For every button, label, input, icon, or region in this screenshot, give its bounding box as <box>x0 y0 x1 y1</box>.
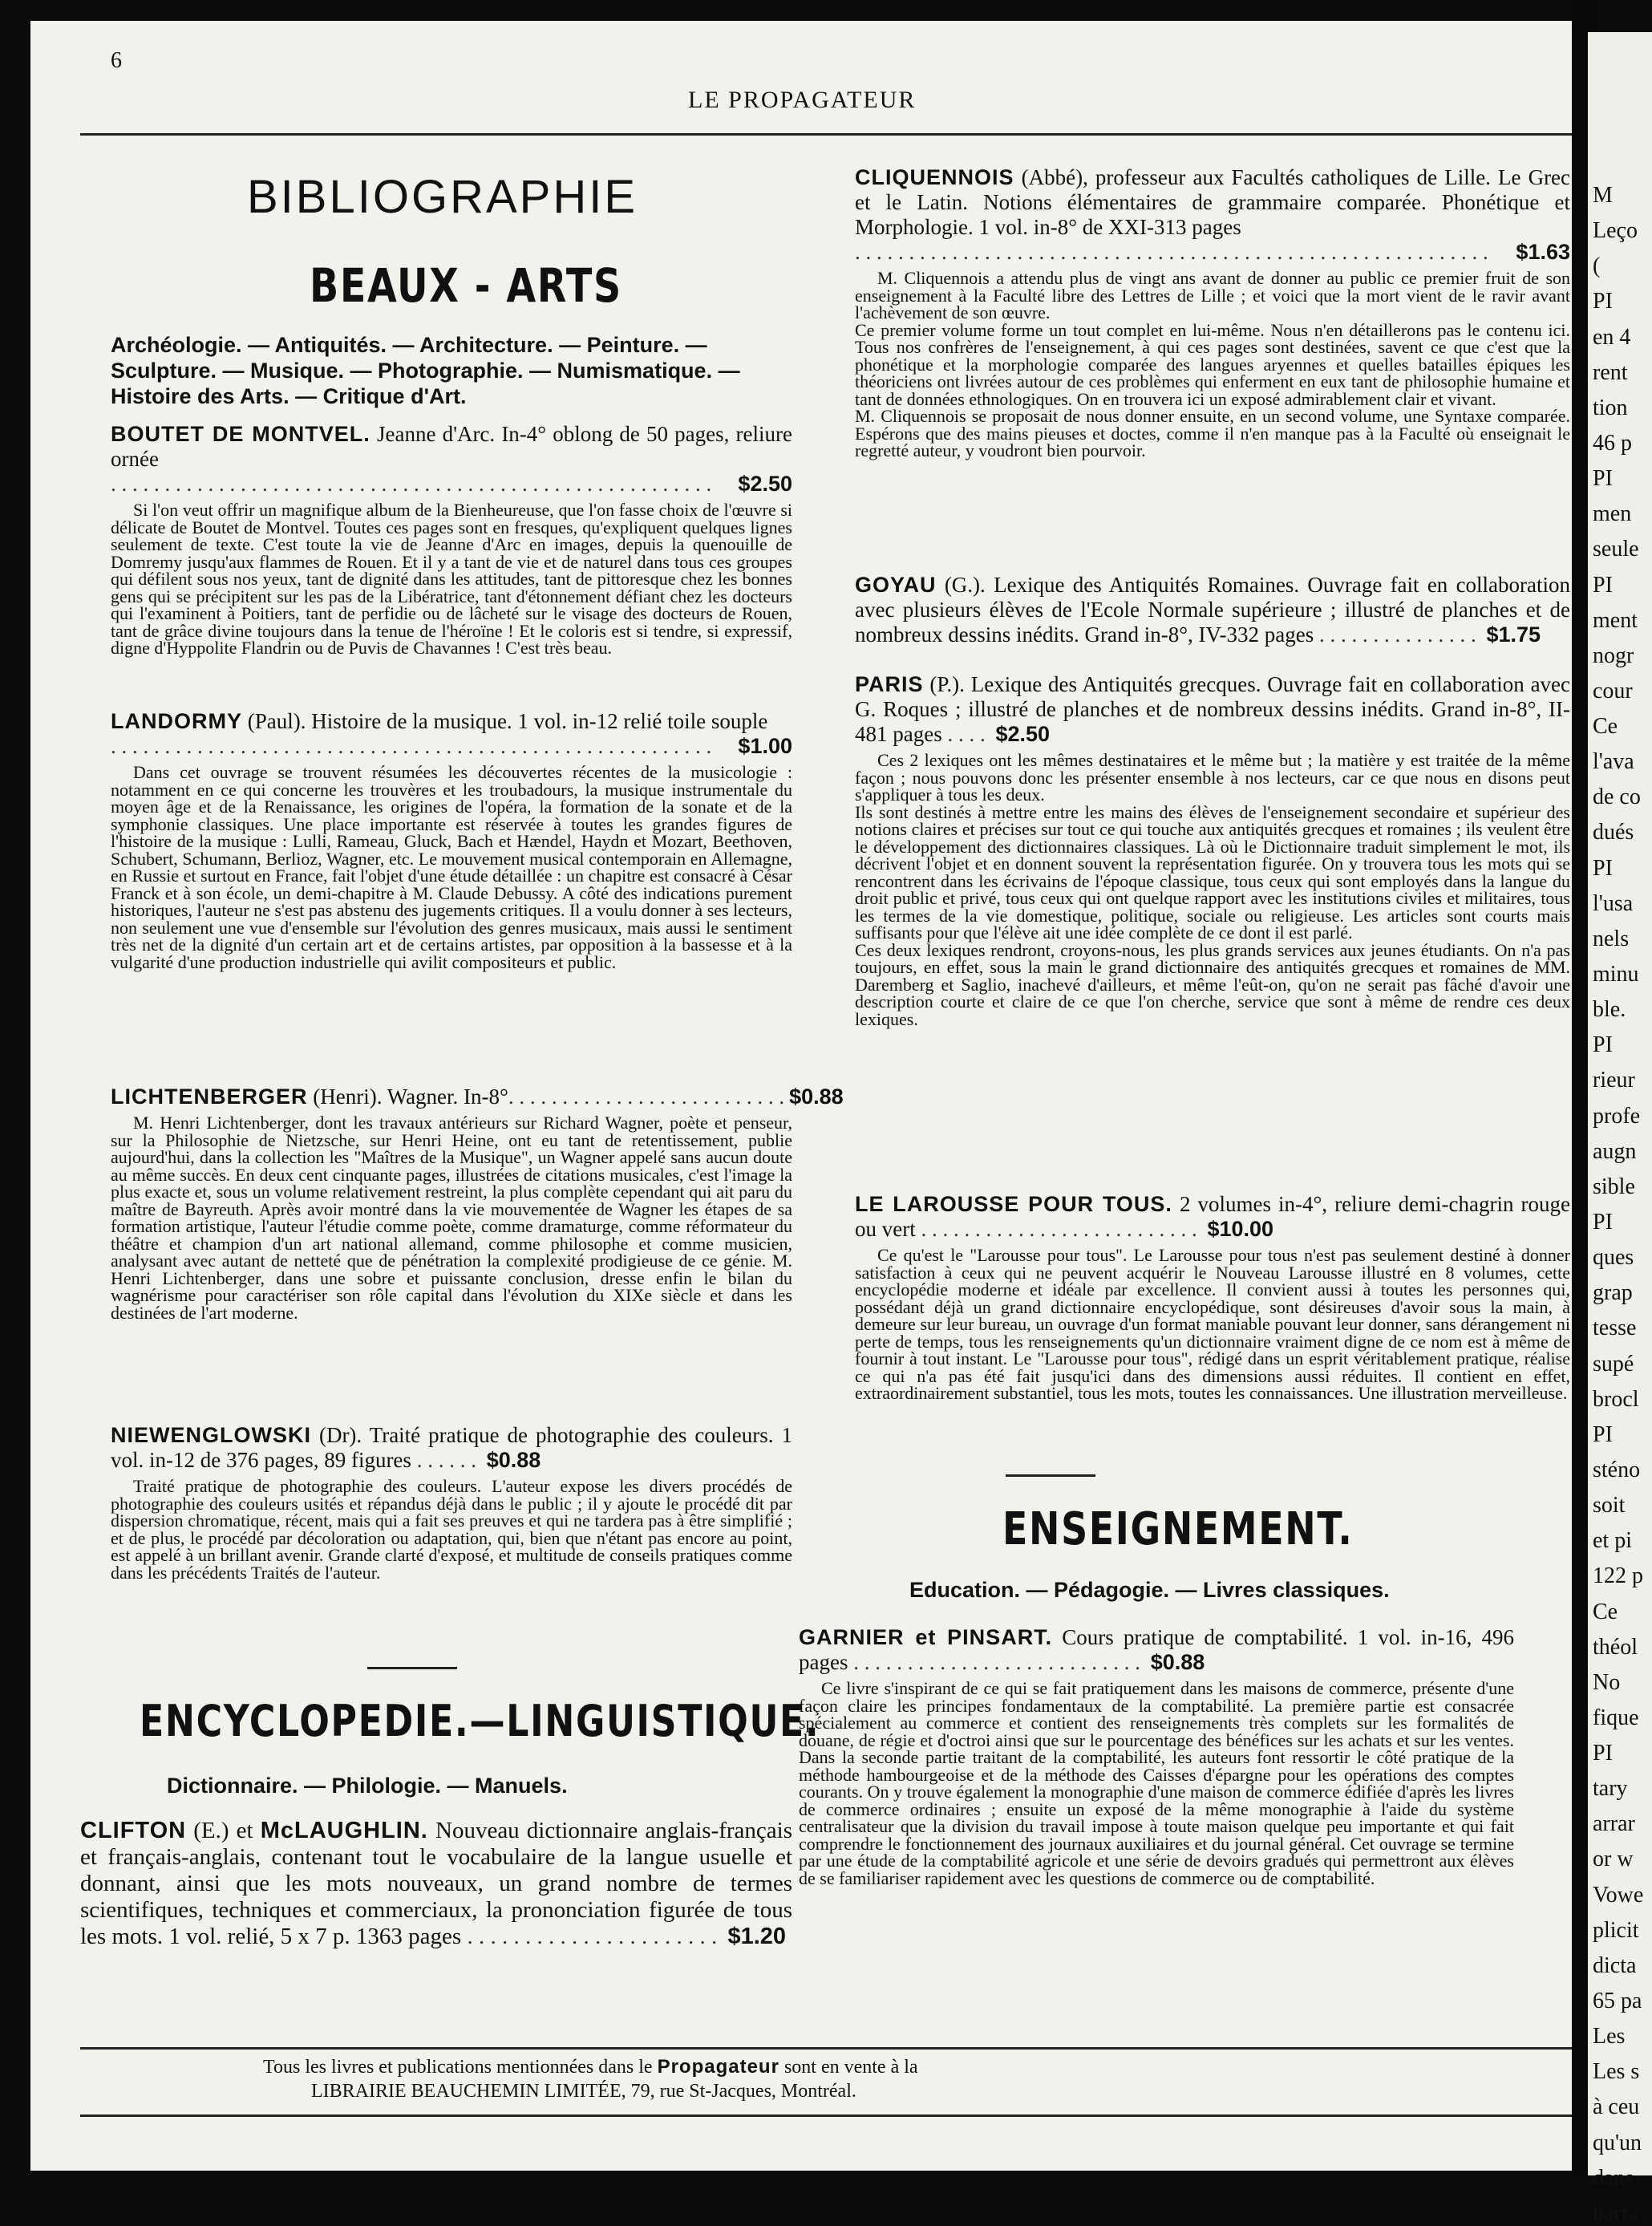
next-page-fragment-text: l'usa <box>1593 891 1634 916</box>
entry-author: NIEWENGLOWSKI <box>111 1423 311 1447</box>
next-page-fragment-text: sténo <box>1593 1458 1641 1482</box>
entry-author: BOUTET DE MONTVEL. <box>111 422 370 446</box>
next-page-fragment-text: Les s <box>1593 2059 1640 2084</box>
footer-bottom-rule <box>80 2114 1572 2117</box>
next-page-fragment-text: de co <box>1593 785 1641 809</box>
next-page-fragment-text: minu <box>1593 962 1639 987</box>
entry-review: Dans cet ouvrage se trouvent résumées les découvertes récentes de la musicologie : notamment en ce qui concerne les trouvères et les troubadours, la musique instrumentale du moyen âge et de la Renaissance, les origines de l'opéra, la formation de la sonate et de la symphonie classiques. Une place importante est réservée à toutes les grandes figures de l'histoire de la musique : Lulli, Rameau, Gluck, Bach et Hændel, Haydn et Mozart, Beethoven, Schubert, Schumann, Berlioz, Wagner, etc. Le mouvement musical contemporain en Allemagne, en Russie et surtout en France, fait l'objet d'une étude détaillée : un chapitre est consacré à César Franck et à son école, un demi-chapitre à M. Claude Debussy. A côté des indications purement historiques, l'auteur ne s'est pas abstenu des jugements critiques. Il a voulu donner à ses lecteurs, non seulement une vue d'ensemble sur l'évolution des genres musicaux, mais aussi le sentiment très net de la dignité d'un certain art et de certains artistes, par opposition à la bassesse et à la vulgarité d'une production industrielle qui avilit compositeurs et public. <box>111 762 792 972</box>
next-page-fragment-text: soit <box>1593 1493 1626 1518</box>
footer-line-2: LIBRAIRIE BEAUCHEMIN LIMITÉE, 79, rue St-Jacques, Montréal. <box>311 2081 856 2102</box>
entry-author-suffix: (P.). <box>929 672 965 696</box>
entry-author: GARNIER et PINSART. <box>799 1625 1053 1649</box>
entry-price: $0.88 <box>1150 1650 1205 1674</box>
next-page-fragment-text: PI <box>1593 1032 1613 1057</box>
next-page-fragment-text: PI <box>1593 856 1613 881</box>
next-page-fragment-text: Vowe <box>1593 1883 1644 1908</box>
next-page-fragment-text: PI <box>1593 573 1613 598</box>
entry-review: Traité pratique de photographie des couleurs. L'auteur expose les divers procédés de photographie des couleurs usités et répandus déjà dans le public ; il y ajoute le procédé dit par dispersion chromatique, récent, mais qui a fait ses preuves et qui ne tardera pas à être simplifié ; et de plus, le procédé par décoloration ou adaptation, qui, bien que n'étant pas encore au point, est appelé à un brillant avenir. Grande clarté d'exposé, et multitude de conseils pratiques comme dans les précédents Traités de l'auteur. <box>111 1476 792 1583</box>
next-page-fragment-text: PI <box>1593 1210 1613 1235</box>
next-page-fragment-text: or w <box>1593 1847 1634 1871</box>
next-page-fragment-text: tion <box>1593 395 1628 420</box>
book-entry: NIEWENGLOWSKI (Dr). Traité pratique de photographie des couleurs. 1 vol. in-12 de 376 pages, 89 figures . . . . . . $0.88 Traité pratique de photographie des couleurs. L'auteur expose les divers procédés de photographie des couleurs usités et répandus déjà dans le public ; il y ajoute le procédé dit par dispersion chromatique, récent, mais qui a fait ses preuves et qui ne tardera pas à être simplifié ; et de plus, le procédé par décoloration ou adaptation, qui, bien que n'étant pas encore au point, est appelé à un brillant avenir. Grande clarté d'exposé, et multitude de conseils pratiques comme dans les précédents Traités de l'auteur. <box>111 1423 792 1583</box>
next-page-fragment-text: profe <box>1593 1104 1641 1129</box>
entry-title: Histoire de la musique. 1 vol. in-12 relié toile souple <box>311 709 768 733</box>
next-page-fragment-text: nogr <box>1593 643 1634 668</box>
entry-title: Cours pratique de comptabilité. 1 vol. in-16, 496 pages <box>799 1625 1514 1674</box>
running-title: LE PROPAGATEUR <box>688 87 917 113</box>
entry-author-suffix: (G.). <box>944 573 986 597</box>
section-separator <box>367 1667 457 1669</box>
next-page-fragment-text: men <box>1593 501 1632 526</box>
book-entry: LE LAROUSSE POUR TOUS. 2 volumes in-4°, reliure demi-chagrin rouge ou vert . . . . . . . . . . . . . . . . . . . . . . . . . . $10.00 Ce qu'est le "Larousse pour tous". Le Larousse pour tous n'est pas seulement destiné à donner satisfaction à ceux qui ne peuvent acquérir le Nouveau Larousse illustré en 8 volumes, cette encyclopédie moderne et idéale par excellence. Il convient aussi à toutes les personnes qui, possédant déjà un grand dictionnaire encyclopédique, sont désireuses d'avoir sous la main, à demeure sur leur bureau, un ouvrage d'un format maniable pouvant leur donner, sans dérangement ni perte de temps, tous les renseignements qu'un dictionnaire vraiment digne de ce nom est à même de fournir à tout instant. Le "Larousse pour tous", rédigé dans un esprit véritablement pratique, réalise ce qui n'a pas été fait jusqu'ici dans des dimensions aussi réduites. Il contient en effet, extraordinairement substantiel, tous les mots, toutes les connaissances. Une illustration merveilleuse. <box>855 1192 1571 1403</box>
entry-author: PARIS <box>855 672 924 696</box>
section-separator <box>1006 1474 1095 1477</box>
next-page-fragment-text: cour <box>1593 679 1633 703</box>
book-entry: LANDORMY (Paul). Histoire de la musique. 1 vol. in-12 relié toile souple . . . . . . . . . . . . . . . . . . . . . . . . . . . . . . . . . . . . . . . . . . . . . . . . . . . . . . . . $1.00 Dans cet ouvrage se trouvent résumées les découvertes récentes de la musicologie : notamment en ce qui concerne les trouvères et les troubadours, la musique instrumentale du moyen âge et de la Renaissance, les origines de l'opéra, la formation de la sonate et de la symphonie classiques. Une place importante est réservée à toutes les grandes figures de l'histoire de la musique : Lulli, Rameau, Gluck, Bach et Hændel, Haydn et Mozart, Beethoven, Schubert, Schumann, Berlioz, Wagner, etc. Le mouvement musical contemporain en Allemagne, en Russie et surtout en France, fait l'objet d'une étude détaillée : un chapitre est consacré à César Franck et à son école, un demi-chapitre à M. Claude Debussy. A côté des indications purement historiques, l'auteur ne s'est pas abstenu des jugements critiques. Il a voulu donner à ses lecteurs, non seulement une vue d'ensemble sur l'évolution des genres musicaux, mais aussi le sentiment très net de la dignité d'un certain art et de certains artistes, par opposition à la bassesse et à la vulgarité d'une production industrielle qui avilit compositeurs et public. <box>111 709 792 972</box>
next-page-fragment-text: nels <box>1593 926 1630 951</box>
encyclopedie-subtitle: Dictionnaire. — Philologie. — Manuels. <box>167 1774 568 1798</box>
next-page-fragment-text: seule <box>1593 537 1639 562</box>
entry-title: Jeanne d'Arc. In-4° oblong de 50 pages, reliure ornée <box>111 422 793 471</box>
next-page-fragment-text: en 4 <box>1593 325 1631 350</box>
next-page-fragment-text: Les <box>1593 2024 1626 2049</box>
entry-author: CLIFTON <box>80 1818 187 1843</box>
next-page-fragment-text: tary <box>1593 1776 1628 1801</box>
next-page-fragment-text: tesse <box>1593 1316 1637 1340</box>
entry-author-suffix: (E.) et <box>193 1818 253 1843</box>
next-page-fragment-text: No <box>1593 1670 1621 1695</box>
entry-title: Traité pratique de photographie des couleurs. 1 vol. in-12 de 376 pages, 89 figures <box>111 1423 792 1472</box>
next-page-fragment-text: et pi <box>1593 1528 1632 1553</box>
next-page-fragment-text: dans <box>1593 2166 1634 2191</box>
entry-author-suffix: (Abbé), <box>1021 165 1088 189</box>
footer-top-rule <box>80 2047 1572 2050</box>
entry-title: Lexique des Antiquités grecques. Ouvrage fait en collaboration avec G. Roques ; illustré de planches et de nombreux dessins inédits. Grand in-8°, II-481 pages <box>855 672 1571 746</box>
entry-title: Lexique des Antiquités Romaines. Ouvrage fait en collaboration avec plusieurs élèves de l'Ecole Normale supérieure ; illustré de planches et de nombreux dessins inédits. Grand in-8°, IV-332 pages <box>855 573 1571 647</box>
next-page-fragment-text: théol <box>1593 1635 1638 1660</box>
entry-title: 2 volumes in-4°, reliure demi-chagrin rouge ou vert <box>855 1192 1571 1241</box>
next-page-fragment-text: PI <box>1593 289 1613 314</box>
main-title: BIBLIOGRAPHIE <box>247 171 638 223</box>
entry-price: $0.88 <box>789 1085 844 1109</box>
next-page-fragment-text: rieur <box>1593 1068 1635 1093</box>
next-page-fragment-text: dués <box>1593 820 1634 845</box>
entry-review: Ce qu'est le "Larousse pour tous". Le Larousse pour tous n'est pas seulement destiné à donner satisfaction à ceux qui ne peuvent acquérir le Nouveau Larousse illustré en 8 volumes, cette encyclopédie moderne et idéale par excellence. Il convient aussi à toutes les personnes qui, possédant déjà un grand dictionnaire encyclopédique, sont désireuses d'avoir sous la main, à demeure sur leur bureau, un ouvrage d'un format maniable pouvant leur donner, sans dérangement ni perte de temps, tous les renseignements qu'un dictionnaire vraiment digne de ce nom est à même de fournir à tout instant. Le "Larousse pour tous", rédigé dans un esprit véritablement pratique, réalise ce qui n'a pas été fait jusqu'ici dans des dimensions aussi réduites. Il contient en effet, extraordinairement substantiel, tous les mots, toutes les connaissances. Une illustration merveilleuse. <box>855 1245 1570 1403</box>
book-entry: GOYAU (G.). Lexique des Antiquités Romaines. Ouvrage fait en collaboration avec plusieurs élèves de l'Ecole Normale supérieure ; illustré de planches et de nombreux dessins inédits. Grand in-8°, IV-332 pages . . . . . . . . . . . . . . . $1.75 <box>855 573 1571 647</box>
next-page-fragment-text: ment <box>1593 608 1638 633</box>
next-page-fragment-text: PI <box>1593 1422 1613 1447</box>
entry-review: M. Henri Lichtenberger, dont les travaux antérieurs sur Richard Wagner, poète et penseur, sur la Philosophie de Nietzsche, sur Henri Heine, ont eu tant de retentissement, publie aujourd'hui, dans la collection les "Maîtres de la Musique", un Wagner appelé sans aucun doute au même succès. En deux cent cinquante pages, illustrées de citations musicales, c'est l'image la plus exacte et, sous un volume relativement restreint, la plus complète cependant qui ait paru du maître de Bayreuth. Après avoir montré dans la vie mouvementée de Wagner les étapes de sa formation artistique, l'auteur l'étudie comme poète, comme dramaturge, comme réformateur du théâtre et champion d'un art national allemand, comme philosophe et comme musicien, analysant avec autant de netteté que de pénétration la complexité prodigieuse de ce génie. M. Henri Lichtenberger, dans une sobre et puissante conclusion, dresse enfin le bilan du wagnérisme pour caractériser son rôle capital dans l'évolution du XIXe siècle et dans les destinées de l'art moderne. <box>111 1113 792 1323</box>
next-page-fragment-text: dicta <box>1593 1953 1637 1978</box>
beaux-arts-title: BEAUX - ARTS <box>310 258 622 313</box>
page-number: 6 <box>111 48 122 73</box>
next-page-fragment-text: arrar <box>1593 1811 1635 1836</box>
entry-title: Nouveau dictionnaire anglais-français et français-anglais, contenant tout le vocabulaire de la langue usuelle et donnant, ainsi que les mots nouveaux, un grand nombre de termes scientifiques, techniques et commerciaux, la prononciation figurée de tous les mots. 1 vol. relié, 5 x 7 p. 1363 pages <box>80 1818 792 1949</box>
entry-price: $2.50 <box>995 722 1051 746</box>
entry-author-suffix: (Dr). <box>318 1423 362 1447</box>
entry-price: $1.75 <box>1486 622 1541 647</box>
book-entry: GARNIER et PINSART. Cours pratique de comptabilité. 1 vol. in-16, 496 pages . . . . . . . . . . . . . . . . . . . . . . . . . . . $0.88 Ce livre s'inspirant de ce qui se fait pratiquement dans les maisons de commerce, présente d'une façon claire les principes fondamentaux de la comptabilité. La première partie est consacrée spécialement au commerce et contient des renseignements très complets sur les formalités de douane, de régie et d'octroi ainsi que sur le pourcentage des bénéfices sur les achats et sur les ventes. Dans la seconde partie traitant de la comptabilité, les auteurs font ressortir le côté pratique de la méthode hambourgeoise et de la méthode des Caisses d'épargne pour les opérations des comptes courants. On y trouve également la monographie d'une maison de commerce édifiée d'après les livres de commerce ordinaires ; ensuite un exposé de la même monographie à l'aide du système centralisateur que la division du travail impose à toute maison quelque peu importante et qui fait comprendre le fonctionnement des journaux auxiliaires et du journal général. Cet ouvrage se termine par une étude de la comptabilité agricole et une série de devoirs gradués qui permettront aux élèves de se familiariser rapidement avec les questions de commerce ou de comptabilité. <box>799 1625 1514 1888</box>
encyclopedie-title: ENCYCLOPEDIE.—LINGUISTIQUE. <box>140 1696 820 1746</box>
book-entry: CLIFTON (E.) et McLAUGHLIN. Nouveau dictionnaire anglais-français et français-anglais, contenant tout le vocabulaire de la langue usuelle et donnant, ainsi que les mots nouveaux, un grand nombre de termes scientifiques, techniques et commerciaux, la prononciation figurée de tous les mots. 1 vol. relié, 5 x 7 p. 1363 pages . . . . . . . . . . . . . . . . . . . . . . $1.20 <box>80 1818 792 1949</box>
next-page-fragment-text: ble. <box>1593 997 1626 1022</box>
next-page-fragment-text: PI <box>1593 1741 1613 1766</box>
footer-publication-name: Propagateur <box>657 2056 779 2078</box>
entry-price: $2.50 <box>738 472 792 496</box>
next-page-fragment-text: brocl <box>1593 1387 1639 1412</box>
enseignement-subtitle: Education. — Pédagogie. — Livres classiques. <box>909 1578 1390 1602</box>
next-page-fragment-text: augn <box>1593 1139 1637 1164</box>
entry-author: LANDORMY <box>111 709 242 733</box>
entry-price: $0.88 <box>486 1448 541 1472</box>
next-page-fragment-text: 122 p <box>1593 1563 1643 1588</box>
entry-price: $10.00 <box>1207 1217 1274 1241</box>
book-entry: LICHTENBERGER (Henri). Wagner. In-8° . . . . . . . . . . . . . . . . . . . . . . . . . . $0.88 M. Henri Lichtenberger, dont les travaux antérieurs sur Richard Wagner, poète et penseur, sur la Philosophie de Nietzsche, sur Henri Heine, ont eu tant de retentissement, publie aujourd'hui, dans la collection les "Maîtres de la Musique", un Wagner appelé sans aucun doute au même succès. En deux cent cinquante pages, illustrées de citations musicales, c'est l'image la plus exacte et, sous un volume relativement restreint, la plus complète cependant qui ait paru du maître de Bayreuth. Après avoir montré dans la vie mouvementée de Wagner les étapes de sa formation artistique, l'auteur l'étudie comme poète, comme dramaturge, comme réformateur du théâtre et champion d'un art national allemand, comme philosophe et comme musicien, analysant avec autant de netteté que de pénétration la complexité prodigieuse de ce génie. M. Henri Lichtenberger, dans une sobre et puissante conclusion, dresse enfin le bilan du wagnérisme pour caractériser son rôle capital dans l'évolution du XIXe siècle et dans les destinées de l'art moderne. <box>111 1085 844 1323</box>
footer-line-1-a: Tous les livres et publications mentionnées dans le <box>263 2057 653 2078</box>
entry-review: Ces 2 lexiques ont les mêmes destinataires et le même but ; la matière y est traitée de la même façon ; nous pouvons donc les présenter ensemble à nos lecteurs, car ce que nous en disons peut s'appliquer à tous les deux. Ils sont destinés à mettre entre les mains des élèves de l'enseignement secondaire et supérieur des notions claires et précises sur tout ce qui touche aux antiquités grecques et romaines ; ils veulent être le développement des dictionnaires classiques. Là où le Dictionnaire traduit simplement le mot, ils décrivent l'objet et en donnent souvent la représentation figurée. On y trouvera tous les mots qui se rencontrent dans les écrivains de l'époque classique, tous ceux qui sont employés dans la langue du droit public et privé, tous ceux qui ont quelque rapport avec les institutions civiles et militaires, tous les termes de la vie domestique, politique, sociale ou religieuse. Les articles sont courts mais suffisants pour que l'élève ait une idée complète de ce dont il est parlé. Ces deux lexiques rendront, croyons-nous, les plus grands services aux jeunes étudiants. On n'a pas toujours, en effet, sous la main le grand dictionnaire des antiquités grecques et romaines de MM. Daremberg et Saglio, inachevé d'ailleurs, et même l'eût-on, qu'on ne serait pas fâché d'avoir une description courte et claire de ce que l'on cherche, service que sont à même de rendre ces deux lexiques. <box>855 750 1570 1029</box>
next-page-fragment-text: ( <box>1593 253 1601 278</box>
next-page-fragment-text: barra <box>1593 2201 1639 2226</box>
book-entry: BOUTET DE MONTVEL. Jeanne d'Arc. In-4° oblong de 50 pages, reliure ornée . . . . . . . . . . . . . . . . . . . . . . . . . . . . . . . . . . . . . . . . . . . . . . . . . . . . . . . . $2.50 Si l'on veut offrir un magnifique album de la Bienheureuse, que l'on fasse choix de l'œuvre si délicate de Boutet de Montvel. Toutes ces pages sont en fresques, qu'expliquent quelques lignes seulement de texte. C'est toute la vie de Jeanne d'Arc en images, depuis la quenouille de Domremy jusqu'aux flammes de Rouen. Et il y a tant de vie et de naturel dans tous ces groupes qui défilent sous nos yeux, tant de dignité dans les attitudes, tant de pittoresque chez les bonnes gens qui se précipitent sur les pas de la Libératrice, tant d'étonnement défiant chez les docteurs qui l'examinent à Poitiers, tant de perfidie ou de lâcheté sur le visage des docteurs de Rouen, tant de grâce divine toujours dans la tenue de l'héroïne ! Et le coloris est si tendre, si expressif, digne d'Hyppolite Flandrin ou de Puvis de Chavannes ! C'est très beau. <box>111 422 793 658</box>
next-page-fragment-text: 46 p <box>1593 431 1632 456</box>
next-page-fragment-text: plicit <box>1593 1918 1639 1943</box>
book-entry: PARIS (P.). Lexique des Antiquités grecques. Ouvrage fait en collaboration avec G. Roques ; illustré de planches et de nombreux dessins inédits. Grand in-8°, II-481 pages . . . . $2.50 Ces 2 lexiques ont les mêmes destinataires et le même but ; la matière y est traitée de la même façon ; nous pouvons donc les présenter ensemble à nos lecteurs, car ce que nous en disons peut s'appliquer à tous les deux. Ils sont destinés à mettre entre les mains des élèves de l'enseignement secondaire et supérieur des notions claires et précises sur tout ce qui touche aux antiquités grecques et romaines ; ils veulent être le développement des dictionnaires classiques. Là où le Dictionnaire traduit simplement le mot, ils décrivent l'objet et en donnent souvent la représentation figurée. On y trouvera tous les mots qui se rencontrent dans les écrivains de l'époque classique, tous ceux qui sont employés dans la langue du droit public et privé, tous ceux qui ont quelque rapport avec les institutions civiles et militaires, tous les termes de la vie domestique, politique, sociale ou religieuse. Les articles sont courts mais suffisants pour que l'élève ait une idée complète de ce dont il est parlé. Ces deux lexiques rendront, croyons-nous, les plus grands services aux jeunes étudiants. On n'a pas toujours, en effet, sous la main le grand dictionnaire des antiquités grecques et romaines de MM. Daremberg et Saglio, inachevé d'ailleurs, et même l'eût-on, qu'on ne serait pas fâché d'avoir une description courte et claire de ce que l'on cherche, service que sont à même de rendre ces deux lexiques. <box>855 672 1571 1029</box>
next-page-fragment-text: Leço <box>1593 218 1638 243</box>
next-page-fragment <box>1588 32 1652 2226</box>
next-page-fragment-text: grap <box>1593 1280 1633 1305</box>
entry-review: M. Cliquennois a attendu plus de vingt ans avant de donner au public ce premier fruit de son enseignement à la Faculté libre des Lettres de Lille ; et voici que la mort vient de le ravir avant l'achèvement de son œuvre. Ce premier volume forme un tout complet en lui-même. Nous n'en détaillerons pas le contenu ici. Tous nos confrères de l'enseignement, à qui ces pages sont destinées, savent ce que c'est que la phonétique et la morphologie comparée des langues aryennes et quelles batailles épiques les théoriciens ont livrées autour de ces problèmes qui enferment en eux tant de philosophie humaine et tant de données ethnologiques. On en trouvera ici un exposé admirablement clair et vivant. M. Cliquennois se proposait de nous donner ensuite, en un second volume, une Syntaxe comparée. Espérons que des mains pieuses et doctes, comme il n'en manque pas à la Faculté où enseignait le regretté auteur, y voudront bien pourvoir. <box>855 268 1570 460</box>
entry-author-suffix: (Paul). <box>247 709 306 733</box>
entry-review: Ce livre s'inspirant de ce qui se fait pratiquement dans les maisons de commerce, présente d'une façon claire les principes fondamentaux de la comptabilité. La première partie est consacrée spécialement au commerce et contient des renseignements très complets sur les formalités de douane, de régie et d'octroi ainsi que sur le pourcentage des bénéfices sur les achats et sur les ventes. Dans la seconde partie traitant de la comptabilité, les auteurs font ressortir le côté pratique de la méthode hambourgeoise et de la méthode des Caisses d'épargne pour les opérations des comptes courants. On y trouve également la monographie d'une maison de commerce édifiée d'après les livres de commerce ordinaires ; ensuite un exposé de la même monographie à l'aide du système centralisateur que la division du travail impose à toute maison quelque peu importante et qui fait comprendre le fonctionnement des journaux auxiliaires et du journal général. Cet ouvrage se termine par une étude de la comptabilité agricole et une série de devoirs gradués qui permettront aux élèves de se familiariser rapidement avec les questions de commerce ou de comptabilité. <box>799 1678 1514 1888</box>
next-page-fragment-text: fique <box>1593 1705 1639 1730</box>
next-page-fragment-text: à ceu <box>1593 2094 1640 2119</box>
enseignement-title: ENSEIGNEMENT. <box>1002 1503 1354 1555</box>
book-entry: CLIQUENNOIS (Abbé), professeur aux Facultés catholiques de Lille. Le Grec et le Latin. Notions élémentaires de grammaire comparée. Phonétique et Morphologie. 1 vol. in-8° de XXI-313 pages . . . . . . . . . . . . . . . . . . . . . . . . . . . . . . . . . . . . . . . . . . . . . . . . . . . . . . . . . . . $1.63 M. Cliquennois a attendu plus de vingt ans avant de donner au public ce premier fruit de son enseignement à la Faculté libre des Lettres de Lille ; et voici que la mort vient de le ravir avant l'achèvement de son œuvre. Ce premier volume forme un tout complet en lui-même. Nous n'en détaillerons pas le contenu ici. Tous nos confrères de l'enseignement, à qui ces pages sont destinées, savent ce que c'est que la phonétique et la morphologie comparée des langues aryennes et quelles batailles épiques les théoriciens ont livrées autour de ces problèmes qui enferment en eux tant de philosophie humaine et tant de données ethnologiques. On en trouvera ici un exposé admirablement clair et vivant. M. Cliquennois se proposait de nous donner ensuite, en un second volume, une Syntaxe comparée. Espérons que des mains pieuses et doctes, comme il n'en manque pas à la Faculté où enseignait le regretté auteur, y voudront bien pourvoir. <box>855 165 1571 460</box>
next-page-fragment-text: Ce <box>1593 714 1618 739</box>
next-page-fragment-text: M <box>1593 183 1613 208</box>
footer-line-1-b: sont en vente à la <box>783 2057 918 2078</box>
next-page-fragment-text: PI <box>1593 466 1613 491</box>
entry-author-suffix: (Henri). <box>313 1085 383 1109</box>
entry-price: $1.63 <box>1516 240 1570 264</box>
entry-review: Si l'on veut offrir un magnifique album de la Bienheureuse, que l'on fasse choix de l'œuvre si délicate de Boutet de Montvel. Toutes ces pages sont en fresques, qu'expliquent quelques lignes seulement de texte. C'est toute la vie de Jeanne d'Arc en images, depuis la quenouille de Domremy jusqu'aux flammes de Rouen. Et il y a tant de vie et de naturel dans tous ces groupes qui défilent sous nos yeux, tant de dignité dans les attitudes, tant de pittoresque chez les bonnes gens qui se précipitent sur les pas de la Libératrice, tant d'étonnement défiant chez les docteurs qui l'examinent à Poitiers, tant de perfidie ou de lâcheté sur le visage des docteurs de Rouen, tant de grâce divine toujours dans la tenue de l'héroïne ! Et le coloris est si tendre, si expressif, digne d'Hyppolite Flandrin ou de Puvis de Chavannes ! C'est très beau. <box>111 500 792 658</box>
beaux-arts-subtitle: Archéologie. — Antiquités. — Architecture. — Peinture. — Sculpture. — Musique. — Photographie. — Numismatique. — Histoire des Arts. — Critique d'Art. <box>111 333 740 408</box>
header-rule <box>80 133 1572 136</box>
next-page-fragment-text: Ce <box>1593 1600 1618 1624</box>
entry-title: professeur aux Facultés catholiques de Lille. Le Grec et le Latin. Notions élémentaires de grammaire comparée. Phonétique et Morphologie. 1 vol. in-8° de XXI-313 pages <box>855 165 1571 239</box>
entry-author-2: McLAUGHLIN. <box>260 1818 428 1843</box>
entry-author: GOYAU <box>855 573 937 597</box>
entry-price: $1.20 <box>727 1924 787 1949</box>
next-page-fragment-text: 65 pa <box>1593 1989 1642 2013</box>
next-page-fragment-text: supé <box>1593 1352 1634 1377</box>
next-page-fragment-text: qu'un <box>1593 2131 1642 2155</box>
newspaper-page <box>30 21 1572 2171</box>
next-page-fragment-text: sible <box>1593 1174 1635 1199</box>
next-page-fragment-text: ques <box>1593 1245 1634 1270</box>
entry-author: CLIQUENNOIS <box>855 165 1014 189</box>
next-page-fragment-text: rent <box>1593 360 1628 385</box>
entry-author: LE LAROUSSE POUR TOUS. <box>855 1192 1172 1216</box>
next-page-fragment-text: l'ava <box>1593 749 1634 774</box>
entry-title: Wagner. In-8° <box>387 1085 508 1109</box>
entry-author: LICHTENBERGER <box>111 1085 308 1109</box>
entry-price: $1.00 <box>738 734 792 758</box>
footer-notice <box>263 2055 1225 2103</box>
